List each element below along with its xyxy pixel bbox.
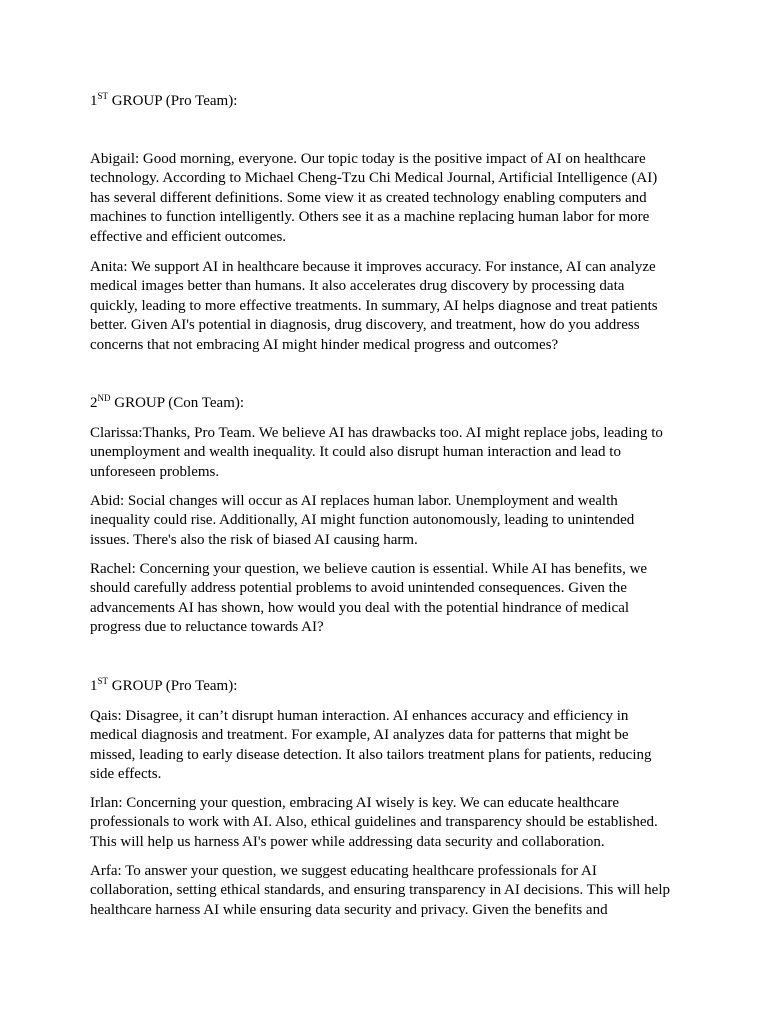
heading-number: 2 [90,395,98,411]
paragraph-line: This will help us harness AI's power while addressing data security and collaboration. [90,833,605,850]
paragraph-line: Arfa: To answer your question, we suggest educating healthcare professionals for AI [90,863,597,879]
section-heading-1st-group-pro [90,92,237,111]
paragraph-line: machines to function intelligently. Others see it as a machine replacing human labor for more [90,209,650,226]
paragraph-line: Irlan: Concerning your question, embracing AI wisely is key. We can educate healthcare [90,795,620,811]
heading-label: GROUP (Pro Team): [108,93,238,109]
paragraph-line: unemployment and wealth inequality. It could also disrupt human interaction and lead to [90,444,621,461]
paragraph-abid [90,492,680,550]
paragraph-line: Rachel: Concerning your question, we believe caution is essential. While AI has benefits, we [90,561,648,577]
section-heading-1st-group-pro-second [90,677,237,696]
paragraph-line: better. Given AI's potential in diagnosis, drug discovery, and treatment, how do you address [90,317,640,334]
paragraph-line: has several different definitions. Some view it as created technology enabling computers and [90,189,647,206]
paragraph-line: Abigail: Good morning, everyone. Our topic today is the positive impact of AI on healthcare [90,151,646,167]
paragraph-line: missed, leading to early disease detection. It also tailors treatment plans for patients, reducing [90,746,652,763]
heading-ordinal-suffix: ST [97,91,109,101]
paragraph-line: professionals to work with AI. Also, ethical guidelines and transparency should be established. [90,814,658,831]
paragraph-line: unforeseen problems. [90,463,220,480]
paragraph-arfa [90,862,680,920]
paragraph-line: quickly, leading to more effective treatments. In summary, AI helps diagnose and treat patients [90,297,658,314]
heading-label: GROUP (Con Team): [110,395,245,411]
paragraph-line: Anita: We support AI in healthcare because it improves accuracy. For instance, AI can analyze [90,259,656,275]
heading-ordinal-suffix: ND [97,393,111,403]
paragraph-line: should carefully address potential problems to avoid unintended consequences. Given the [90,580,627,597]
paragraph-line: effective and efficient outcomes. [90,228,287,245]
paragraph-line: concerns that not embracing AI might hinder medical progress and outcomes? [90,336,559,353]
paragraph-rachel [90,560,680,638]
paragraph-line: Abid: Social changes will occur as AI replaces human labor. Unemployment and wealth [90,493,618,509]
paragraph-irlan [90,794,680,852]
section-heading-2nd-group-con [90,394,244,413]
paragraph-line: healthcare harness AI while ensuring data security and privacy. Given the benefits and [90,901,608,918]
paragraph-line: inequality could rise. Additionally, AI might function autonomously, leading to unintended [90,512,635,529]
paragraph-line: collaboration, setting ethical standards, and ensuring transparency in AI decisions. This will help [90,882,671,899]
document-page [90,0,680,1024]
paragraph-line: issues. There's also the risk of biased AI causing harm. [90,531,418,548]
paragraph-qais [90,707,680,785]
heading-ordinal-suffix: ST [97,676,109,686]
paragraph-line: side effects. [90,766,162,783]
paragraph-line: Qais: Disagree, it can’t disrupt human interaction. AI enhances accuracy and efficiency in [90,708,629,724]
paragraph-line: medical diagnosis and treatment. For example, AI analyzes data for patterns that might be [90,727,629,744]
paragraph-anita [90,258,680,355]
paragraph-clarissa [90,424,680,482]
paragraph-line: Clarissa:Thanks, Pro Team. We believe AI has drawbacks too. AI might replace jobs, leading to [90,425,663,441]
paragraph-line: progress due to reluctance towards AI? [90,619,324,636]
paragraph-line: technology. According to Michael Cheng-Tzu Chi Medical Journal, Artificial Intelligence (AI) [90,170,658,187]
heading-number: 1 [90,93,98,109]
heading-label: GROUP (Pro Team): [108,678,238,694]
paragraph-abigail [90,150,680,247]
paragraph-line: advancements AI has shown, how would you deal with the potential hindrance of medical [90,599,630,616]
paragraph-line: medical images better than humans. It also accelerates drug discovery by processing data [90,278,625,295]
heading-number: 1 [90,678,98,694]
